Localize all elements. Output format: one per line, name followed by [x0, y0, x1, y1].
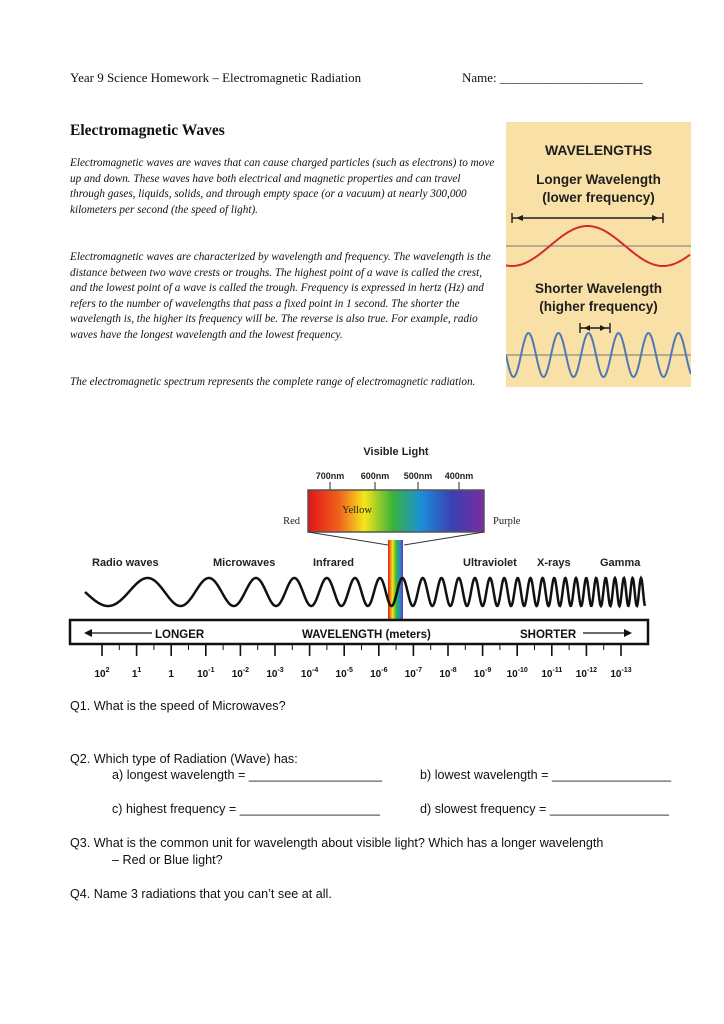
spectrum-svg — [0, 440, 724, 690]
paragraph-intro: Electromagnetic waves are waves that can cause charged particles (such as electrons) to move up and down. These waves have both electrical and magnetic properties and can travel through gases, liquids, solids, and through empty space (or a vacuum) at nearly 300,000 kilometers per second (the speed of light). — [70, 157, 495, 216]
visible-band — [308, 490, 484, 532]
visible-light-title: Visible Light — [363, 446, 429, 458]
question-2a[interactable]: a) longest wavelength = ___________________ — [112, 768, 382, 782]
question-2b[interactable]: b) lowest wavelength = _________________ — [420, 768, 672, 782]
shorter-wavelength-label: Shorter Wavelength — [534, 281, 663, 296]
tick-label: $10^{-11}$ — [541, 667, 563, 680]
higher-frequency-label: (higher frequency) — [539, 299, 658, 314]
question-3-continued: – Red or Blue light? — [112, 853, 223, 867]
tick-label: $1^1$ — [131, 667, 142, 680]
question-3: Q3. What is the common unit for wavelength about visible light? Which has a longer wavelength — [70, 836, 604, 850]
wavelengths-title: WAVELENGTHS — [544, 142, 653, 158]
band-label-radio: Radio waves — [92, 557, 159, 569]
tick-label: $10^{-8}$ — [439, 667, 457, 680]
tick-label: $10^{-6}$ — [370, 667, 388, 680]
spectrum-wave — [85, 578, 645, 606]
purple-label: Purple — [493, 516, 521, 527]
tick-label: $10^{-7}$ — [404, 667, 423, 680]
tick-label: $10^{-12}$ — [575, 667, 598, 680]
band-labels — [92, 557, 641, 569]
em-spectrum-diagram — [0, 440, 724, 690]
wave-diagrams — [506, 122, 691, 387]
nm-ticks — [330, 482, 459, 490]
name-field[interactable]: Name: ______________________ — [462, 70, 643, 85]
paragraph-spectrum: The electromagnetic spectrum represents the complete range of electromagnetic radiation. — [70, 376, 476, 388]
tick-label: 1 — [168, 669, 174, 680]
tick-label: $10^{-2}$ — [231, 667, 250, 680]
band-label-infrared: Infrared — [313, 557, 354, 569]
section-title: Electromagnetic Waves — [70, 122, 225, 139]
tick-label: $10^{-13}$ — [610, 667, 632, 680]
short-wavelength-arrow — [580, 323, 610, 333]
nm-scale — [316, 471, 474, 481]
lower-frequency-label: (lower frequency) — [542, 190, 655, 205]
yellow-label: Yellow — [342, 505, 372, 516]
tick-label: $10^{-4}$ — [300, 667, 319, 680]
tick-label: $10^{-3}$ — [266, 667, 284, 680]
band-label-ultraviolet: Ultraviolet — [463, 557, 517, 569]
nm-label: 600nm — [360, 471, 390, 481]
question-2c[interactable]: c) highest frequency = ____________________ — [112, 802, 380, 816]
question-2: Q2. Which type of Radiation (Wave) has: — [70, 752, 298, 766]
red-label: Red — [283, 516, 300, 527]
question-4: Q4. Name 3 radiations that you can’t see at all. — [70, 887, 332, 901]
long-wavelength-arrow — [512, 213, 663, 223]
question-1: Q1. What is the speed of Microwaves? — [70, 699, 286, 713]
question-2d[interactable]: d) slowest frequency = _________________ — [420, 802, 669, 816]
tick-label: $10^2$ — [94, 667, 110, 680]
wavelength-ticks — [94, 644, 631, 680]
tick-label: $10^{-5}$ — [335, 667, 353, 680]
band-label-xrays: X-rays — [537, 557, 571, 569]
tick-label: $10^{-1}$ — [197, 667, 215, 680]
wavelength-axis-label: WAVELENGTH (meters) — [302, 629, 431, 641]
nm-label: 700nm — [315, 471, 345, 481]
nm-label: 500nm — [403, 471, 433, 481]
longer-label: LONGER — [155, 629, 205, 641]
nm-label: 400nm — [444, 471, 474, 481]
band-label-gamma: Gamma — [600, 557, 641, 569]
paragraph-wavelength: Electromagnetic waves are characterized by wavelength and frequency. The wavelength is the distance between two wave crests or troughs. The highest point of a wave is called the crest, and the lowest point of a wave is called the trough. Frequency is expressed in hertz (Hz) and refers to the number of wavelengths that pass a fixed point in 1 second. The shorter the wavelength is, the higher its frequency will be. The reverse is also true. For example, radio waves have the longest wavelength and the lowest frequency. — [70, 251, 491, 341]
worksheet-title: Year 9 Science Homework – Electromagnetic Radiation — [70, 70, 362, 85]
tick-label: $10^{-9}$ — [473, 667, 492, 680]
tick-label: $10^{-10}$ — [506, 667, 528, 680]
band-label-microwaves: Microwaves — [213, 557, 276, 569]
wavelengths-figure — [506, 122, 691, 387]
shorter-label: SHORTER — [520, 629, 577, 641]
longer-wavelength-label: Longer Wavelength — [536, 172, 661, 187]
